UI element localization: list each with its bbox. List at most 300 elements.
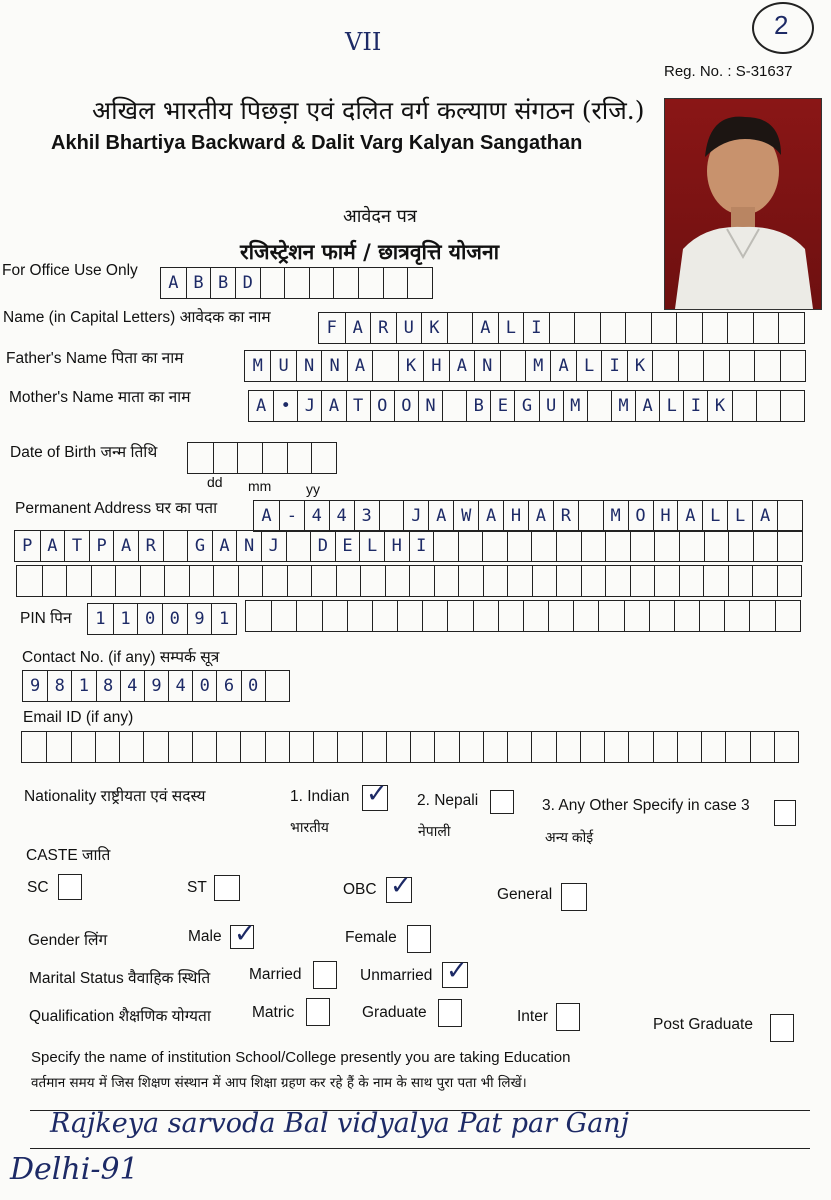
char-cell: 0 [137,604,162,634]
char-cell [140,566,165,596]
char-cell [383,268,408,298]
char-cell [556,531,581,561]
char-cell: R [370,313,396,343]
char-cell [780,391,804,421]
char-cell [699,601,724,631]
char-cell [385,566,410,596]
char-cell: L [702,501,727,531]
char-cell [237,443,262,473]
char-cell [777,566,802,596]
nationality-indian-tick: ✓ [366,778,388,808]
char-cell [780,351,805,381]
char-cell: 4 [168,671,192,701]
char-cell: A [752,501,777,531]
caste-general-checkbox[interactable] [561,883,587,911]
char-cell [578,501,603,531]
gender-female-label: Female [345,929,397,946]
char-cell [605,566,630,596]
form-title-hindi: रजिस्ट्रेशन फार्म / छात्रवृत्ति योजना [240,239,500,264]
char-cell [17,566,42,596]
qualification-graduate-checkbox[interactable] [438,999,462,1027]
char-cell [216,732,240,762]
marital-married-checkbox[interactable] [313,961,337,989]
char-cell [580,732,604,762]
char-cell: 8 [47,671,71,701]
char-cell [240,732,264,762]
char-cell: E [490,391,514,421]
char-cell [458,531,483,561]
char-cell [46,732,70,762]
gender-male-checkbox[interactable] [230,918,256,949]
char-cell [271,601,296,631]
char-cell [725,732,749,762]
char-cell [143,732,167,762]
char-cell [22,732,46,762]
marital-unmarried-checkbox[interactable] [442,955,468,988]
char-cell [523,601,548,631]
mother-name-field[interactable] [248,390,805,422]
char-cell [42,566,67,596]
office-use-label: For Office Use Only [2,262,138,279]
gender-female-checkbox[interactable] [407,925,431,953]
char-cell [213,443,238,473]
corner-number: 2 [774,10,789,40]
char-cell [386,732,410,762]
char-cell: H [503,501,528,531]
char-cell: P [22,536,33,556]
marital-status-label: Marital Status वैवाहिक स्थिति [29,970,211,987]
marital-married-label: Married [249,966,302,983]
char-cell [556,732,580,762]
char-cell: 4 [329,501,354,531]
char-cell [407,268,432,298]
caste-label: CASTE जाति [26,847,111,864]
char-cell: 8 [96,671,120,701]
char-cell [752,566,777,596]
char-cell: A [321,391,345,421]
contact-field[interactable] [22,670,290,702]
char-cell [433,531,458,561]
char-cell: A [677,501,702,531]
char-cell [313,732,337,762]
char-cell [333,268,358,298]
char-cell [458,566,483,596]
nationality-other-checkbox[interactable] [774,800,796,826]
nationality-label: Nationality राष्ट्रीयता एवं सदस्य [24,788,206,805]
char-cell: 0 [162,604,187,634]
char-cell: I [523,313,549,343]
char-cell: 4 [120,671,144,701]
qualification-inter-checkbox[interactable] [556,1003,580,1031]
char-cell [507,566,532,596]
char-cell [774,732,798,762]
char-cell [164,566,189,596]
char-cell: A [40,531,65,561]
address-label: Permanent Address घर का पता [15,500,218,517]
char-cell: A [345,313,371,343]
nationality-indian-hindi: भारतीय [290,819,329,835]
form-subtitle-hindi: आवेदन पत्र [343,206,417,227]
institution-label-english: Specify the name of institution School/College presently you are taking Education [31,1049,571,1066]
char-cell [459,732,483,762]
char-cell [649,601,674,631]
char-cell [625,313,651,343]
char-cell: 9 [144,671,168,701]
char-cell: N [418,391,442,421]
char-cell [654,531,679,561]
char-cell: A [347,351,372,381]
char-cell: M [525,351,550,381]
char-cell [732,391,756,421]
char-cell [289,732,313,762]
char-cell [473,601,498,631]
char-cell: H [384,531,409,561]
char-cell: L [359,531,384,561]
caste-obc-tick: ✓ [390,870,412,900]
char-cell [397,601,422,631]
char-cell [749,601,774,631]
nationality-nepali-checkbox[interactable] [490,790,514,814]
gender-male-label: Male [188,928,222,945]
qualification-post-graduate-checkbox[interactable] [770,1014,794,1042]
char-cell [679,566,704,596]
char-cell [702,313,728,343]
institution-handwritten-line-1[interactable]: Rajkeya sarvoda Bal vidyalya Pat par Ganj [50,1108,630,1139]
address-line-2[interactable] [14,530,803,562]
char-cell: G [514,391,538,421]
char-cell [605,531,630,561]
char-cell [213,566,238,596]
char-cell: I [409,531,434,561]
char-cell [358,268,383,298]
char-cell: O [628,501,653,531]
char-cell: K [398,351,423,381]
char-cell: L [727,501,752,531]
char-cell: A [168,273,179,293]
qualification-post-graduate-label: Post Graduate [653,1016,753,1033]
nationality-indian-checkbox[interactable] [362,778,388,811]
char-cell: R [138,531,163,561]
char-cell [651,313,677,343]
caste-general-label: General [497,886,553,903]
char-cell: O [394,391,418,421]
char-cell: B [210,268,235,298]
char-cell [604,732,628,762]
char-cell [287,566,312,596]
char-cell [265,732,289,762]
char-cell [360,566,385,596]
char-cell [260,268,285,298]
char-cell: K [707,391,731,421]
char-cell: B [186,268,211,298]
char-cell: N [296,351,321,381]
char-cell [409,566,434,596]
char-cell [507,732,531,762]
char-cell: G [187,531,212,561]
char-cell: - [279,501,304,531]
char-cell: J [261,531,286,561]
char-cell: P [89,531,114,561]
char-cell [322,601,347,631]
char-cell [447,313,473,343]
char-cell: D [310,531,335,561]
char-cell [677,732,701,762]
dob-mm-hint: mm [248,478,272,494]
nationality-indian-label: 1. Indian [290,788,350,805]
char-cell [482,531,507,561]
organization-title-hindi: अखिल भारतीय पिछड़ा एवं दलित वर्ग कल्याण संगठन (रजि.) [92,96,645,125]
char-cell: M [252,356,263,376]
char-cell: 6 [216,671,240,701]
applicant-photo-image [665,99,821,309]
pin-label: PIN पिन [20,610,72,627]
char-cell: D [235,268,260,298]
office-use-boxes [160,267,433,299]
institution-handwritten-line-2[interactable]: Delhi-91 [10,1152,139,1187]
address-line-3[interactable] [16,565,802,597]
char-cell [309,268,334,298]
char-cell: A [428,501,453,531]
char-cell: B [466,391,490,421]
char-cell: 0 [192,671,216,701]
char-cell [483,732,507,762]
char-cell: L [576,351,601,381]
caste-obc-checkbox[interactable] [386,870,412,903]
char-cell: A [255,396,267,416]
char-cell [500,351,525,381]
char-cell [775,601,800,631]
char-cell [284,268,309,298]
char-cell [66,566,91,596]
char-cell [311,443,336,473]
char-cell [750,732,774,762]
char-cell [676,313,702,343]
char-cell [777,531,802,561]
char-cell [336,566,361,596]
char-cell [296,601,321,631]
char-cell: 0 [241,671,265,701]
char-cell: • [273,391,297,421]
marital-unmarried-tick: ✓ [446,955,468,985]
char-cell [483,566,508,596]
organization-title-english: Akhil Bhartiya Backward & Dalit Varg Kalyan Sangathan [51,132,583,154]
char-cell: A [528,501,553,531]
char-cell: U [270,351,295,381]
char-cell [756,391,780,421]
char-cell: N [236,531,261,561]
applicant-photo [664,98,822,310]
page-mark: VII [345,28,382,56]
char-cell [442,391,466,421]
char-cell: A [472,313,498,343]
char-cell [372,601,397,631]
char-cell: K [421,313,447,343]
char-cell [600,313,626,343]
char-cell [754,351,779,381]
char-cell [238,566,263,596]
char-cell: N [474,351,499,381]
char-cell: A [635,391,659,421]
caste-sc-checkbox[interactable] [58,874,82,900]
char-cell: T [346,391,370,421]
char-cell: O [370,391,394,421]
char-cell: K [627,351,652,381]
applicant-name-field[interactable] [318,312,805,344]
char-cell [753,531,778,561]
char-cell [434,732,458,762]
char-cell: 4 [304,501,329,531]
char-cell [287,443,312,473]
applicant-name-label: Name (in Capital Letters) आवेदक का नाम [3,309,271,326]
char-cell [727,313,753,343]
char-cell [724,601,749,631]
char-cell [624,601,649,631]
char-cell [778,313,804,343]
char-cell: E [335,531,360,561]
dob-yy-hint: yy [306,481,320,497]
char-cell: L [498,313,524,343]
char-cell [71,732,95,762]
registration-number: Reg. No. : S-31637 [664,63,793,80]
caste-st-checkbox[interactable] [214,875,240,901]
char-cell [115,566,140,596]
char-cell [728,531,753,561]
char-cell [674,601,699,631]
char-cell: A [449,351,474,381]
caste-obc-label: OBC [343,881,377,898]
gender-male-tick: ✓ [234,918,256,948]
char-cell [679,531,704,561]
char-cell [654,566,679,596]
char-cell: 3 [354,501,379,531]
address-line-3-extra[interactable] [245,600,801,632]
char-cell [362,732,386,762]
char-cell [573,601,598,631]
char-cell [447,601,472,631]
char-cell [347,601,372,631]
char-cell [628,732,652,762]
father-name-field[interactable] [244,350,806,382]
caste-sc-label: SC [27,879,49,896]
char-cell [286,531,311,561]
char-cell: H [423,351,448,381]
char-cell [556,566,581,596]
char-cell [729,351,754,381]
char-cell [653,732,677,762]
char-cell [422,601,447,631]
gender-label: Gender लिंग [28,932,108,949]
mother-name-label: Mother's Name माता का नाम [9,389,191,406]
qualification-matric-checkbox[interactable] [306,998,330,1026]
char-cell [598,601,623,631]
qualification-matric-label: Matric [252,1004,295,1021]
char-cell: A [212,531,237,561]
char-cell [434,566,459,596]
char-cell: A [550,351,575,381]
char-cell: I [683,391,707,421]
char-cell: L [659,391,683,421]
char-cell: 1 [113,604,138,634]
nationality-other-label: 3. Any Other Specify in case 3 [542,797,750,814]
char-cell: J [403,501,428,531]
char-cell [652,351,677,381]
char-cell: M [611,391,635,421]
char-cell [777,501,802,531]
date-of-birth-label: Date of Birth जन्म तिथि [10,444,158,461]
char-cell: I [601,351,626,381]
char-cell: F [326,318,337,338]
char-cell [265,671,289,701]
char-cell [728,566,753,596]
char-cell: A [113,531,138,561]
caste-st-label: ST [187,879,207,896]
char-cell: R [553,501,578,531]
char-cell [168,732,192,762]
date-of-birth-field[interactable] [187,442,337,474]
email-field[interactable] [21,731,799,763]
institution-label-hindi: वर्तमान समय में जिस शिक्षण संस्थान में आप शिक्षा ग्रहण कर रहे हैं के नाम के साथ पुरा पता भी लिखें। [31,1075,527,1091]
char-cell [581,531,606,561]
pin-field[interactable] [87,603,237,635]
char-cell: 9 [29,676,41,696]
marital-unmarried-label: Unmarried [360,967,433,984]
dob-dd-hint: dd [207,474,223,490]
char-cell [337,732,361,762]
char-cell [532,566,557,596]
char-cell: 9 [187,604,212,634]
char-cell: 1 [71,671,95,701]
char-cell [574,313,600,343]
char-cell: M [563,391,587,421]
char-cell [262,566,287,596]
nationality-nepali-hindi: नेपाली [418,823,451,839]
char-cell [119,732,143,762]
char-cell: A [478,501,503,531]
char-cell [379,501,404,531]
char-cell: J [297,391,321,421]
char-cell [753,313,779,343]
address-line-1[interactable] [253,500,803,532]
char-cell [531,531,556,561]
char-cell [498,601,523,631]
char-cell [581,566,606,596]
char-cell [246,601,271,631]
char-cell [91,566,116,596]
char-cell: A [261,506,272,526]
char-cell [507,531,532,561]
char-cell: U [396,313,422,343]
char-cell [531,732,555,762]
nationality-other-hindi: अन्य कोई [545,829,594,845]
char-cell: M [603,501,628,531]
char-cell: N [321,351,346,381]
char-cell [262,443,287,473]
char-cell [188,443,213,473]
char-cell [189,566,214,596]
char-cell [548,601,573,631]
char-cell [587,391,611,421]
qualification-graduate-label: Graduate [362,1004,427,1021]
char-cell [372,351,397,381]
char-cell: T [64,531,89,561]
char-cell [311,566,336,596]
char-cell [192,732,216,762]
char-cell: 1 [211,604,236,634]
char-cell [410,732,434,762]
institution-rule-2 [30,1148,810,1149]
char-cell: W [453,501,478,531]
qualification-label: Qualification शैक्षणिक योग्यता [29,1008,211,1025]
